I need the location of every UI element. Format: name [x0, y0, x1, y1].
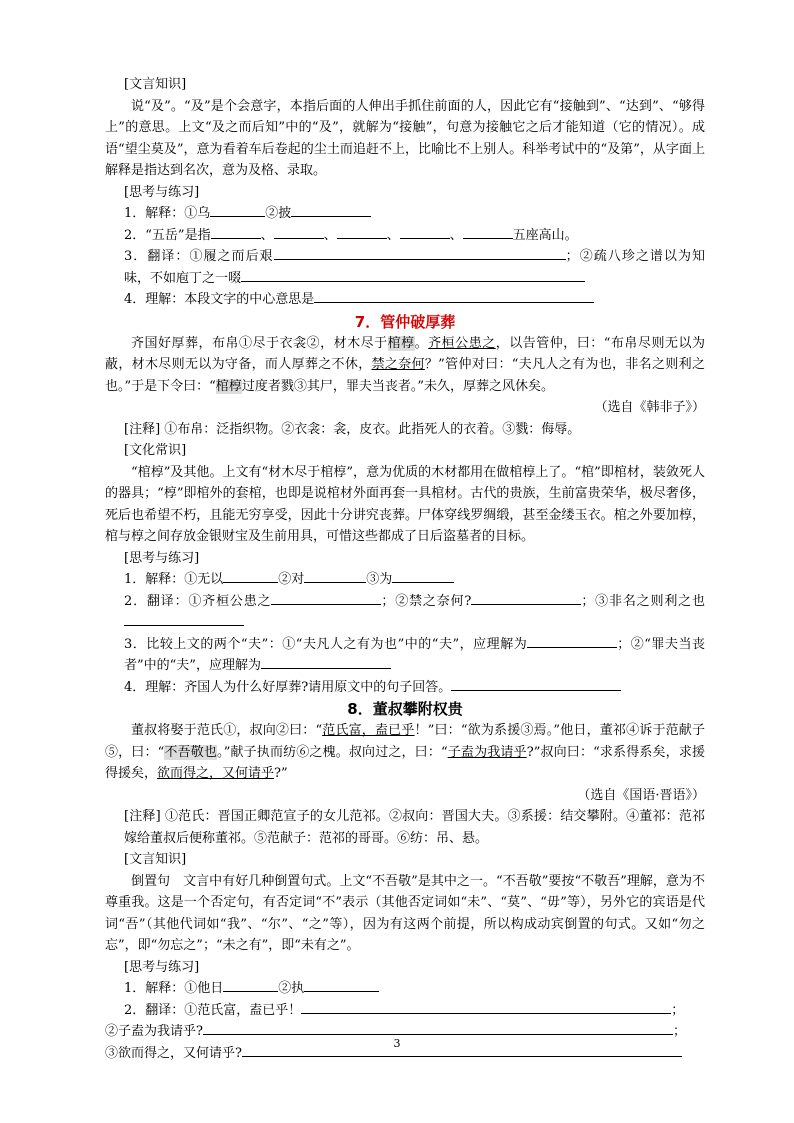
section-header: [文化常识]: [124, 443, 187, 458]
knowledge-paragraph: 倒置句 文言中有好几种倒置句式。上文“不吾敬”是其中之一。“不吾敬”要按“不敬吾”理解，意为不尊重我。这是一个否定句，有否定词“不”表示（其他否定词如“未”、“莫”、“毋”等），另外它的宾语是代词“吾”（其他代词如“我”、“尔”、“之”等），因为有这两个前提，所以构成动宾倒置的句式。又如“勿之忘”，即“勿忘之”；“未之有”，即“未有之”。: [105, 873, 705, 953]
notes: [注释] ①范氏：晋国正卿范宣子的女儿范祁。②叔向：晋国大夫。③系援：结交攀附。④董祁：范祁嫁给董叔后便称董祁。⑤范献子：范祁的哥哥。⑥纺：吊、悬。: [124, 809, 705, 846]
section-title: 8．董叔攀附权贵: [347, 700, 463, 718]
section-header: [文言知识]: [124, 77, 187, 92]
question-2: 2．翻译：①齐桓公患之 ；②禁之奈何? ；③非名之则利之也: [105, 591, 705, 634]
source-citation: （选自《国语·晋语》）: [577, 787, 705, 803]
page-number: 3: [393, 1037, 401, 1050]
passage-paragraph: 董叔将娶于范氏①，叔向②曰：“范氏富，盍已乎！”曰：“欲为系援③焉。”他日，董祁④诉于范献子⑤，曰：“不吾敬也。”献子执而纺⑥之槐。叔向过之，曰：“子盍为我请乎?”叔向曰：“求系得系矣，求援得援矣，欲而得之，又何请乎?”: [105, 723, 705, 781]
question-1: 1．解释：①乌 ②披: [105, 203, 705, 225]
question-3: 3．比较上文的两个“夫”：①“夫凡人之有为也”中的“夫”，应理解为 ；②“罪夫当丧者”中的“夫”，应理解为: [105, 634, 705, 677]
source-citation: （选自《韩非子》）: [594, 400, 705, 415]
notes: [注释] ①布帛：泛指织物。②衣衾：衾，皮衣。此指死人的衣着。③戮：侮辱。: [124, 421, 581, 437]
question-2-part-3: ③欲而得之，又何请乎?: [105, 1043, 705, 1065]
passage-paragraph: 齐国好厚葬，布帛①尽于衣衾②，材木尽于棺椁。齐桓公患之，以告管仲，曰：“布帛尽则无以为蔽，材木尽则无以为守备，而人厚葬之不休，禁之奈何？”管仲对曰：“夫凡人之有为也，非名之则利之也。”于是下令曰：“棺椁过度者戮③其尸，罪夫当丧者。”未久，厚葬之风休矣。: [105, 335, 705, 394]
question-4: 4．理解：齐国人为什么好厚葬?请用原文中的句子回答。: [105, 677, 705, 699]
culture-paragraph: “棺椁”及其他。上文有“材木尽于棺椁”，意为优质的木材都用在做棺椁上了。“棺”即棺材，装敛死人的器具；“椁”即棺外的套棺，也即是说棺材外面再套一具棺材。古代的贵族，生前富贵荣华，极尽奢侈，死后也希望不朽，且能无穷享受，因此十分讲究丧葬。尸体穿线罗绸缎，甚至金缕玉衣。棺之外要加椁，棺与椁之间存放金银财宝及生前用具，可惜这些都成了日后盗墓者的目标。: [105, 464, 705, 544]
question-2: 2．翻译：①范氏富，盍已乎！ ；: [105, 1000, 705, 1022]
section-title: 7．管仲破厚葬: [354, 312, 456, 331]
question-2: 2．“五岳”是指 、 、 、 、 五座高山。: [105, 225, 705, 247]
section-header: [文言知识]: [124, 852, 187, 867]
question-1: 1．解释：①他日 ②执: [105, 978, 705, 1000]
question-3: 3．翻译：①履之而后艰 ；②疏八珍之谱以为知味，不如庖丁之一啜: [105, 246, 705, 289]
question-4: 4．理解：本段文字的中心意思是: [105, 289, 705, 311]
section-header: [思考与练习]: [124, 959, 200, 975]
section-header: [思考与练习]: [124, 550, 200, 566]
question-2-part-2: ②子盍为我请乎? ；: [105, 1021, 705, 1043]
document-page: [105, 74, 705, 1064]
knowledge-paragraph: 说“及”。“及”是个会意字，本指后面的人伸出手抓住前面的人，因此它有“接触到”、“达到”、“够得上”的意思。上文“及之而后知”中的“及”，就解为“接触”，句意为接触它之后才能知道（它的情况）。成语“望尘莫及”，意为看着车后卷起的尘土而追赶不上，比喻比不上别人。科举考试中的“及第”，从字面上解释是指达到名次，意为及格、录取。: [105, 98, 705, 178]
question-1: 1．解释：①无以 ②对 ③为: [105, 569, 705, 591]
section-header: [思考与练习]: [124, 184, 200, 200]
